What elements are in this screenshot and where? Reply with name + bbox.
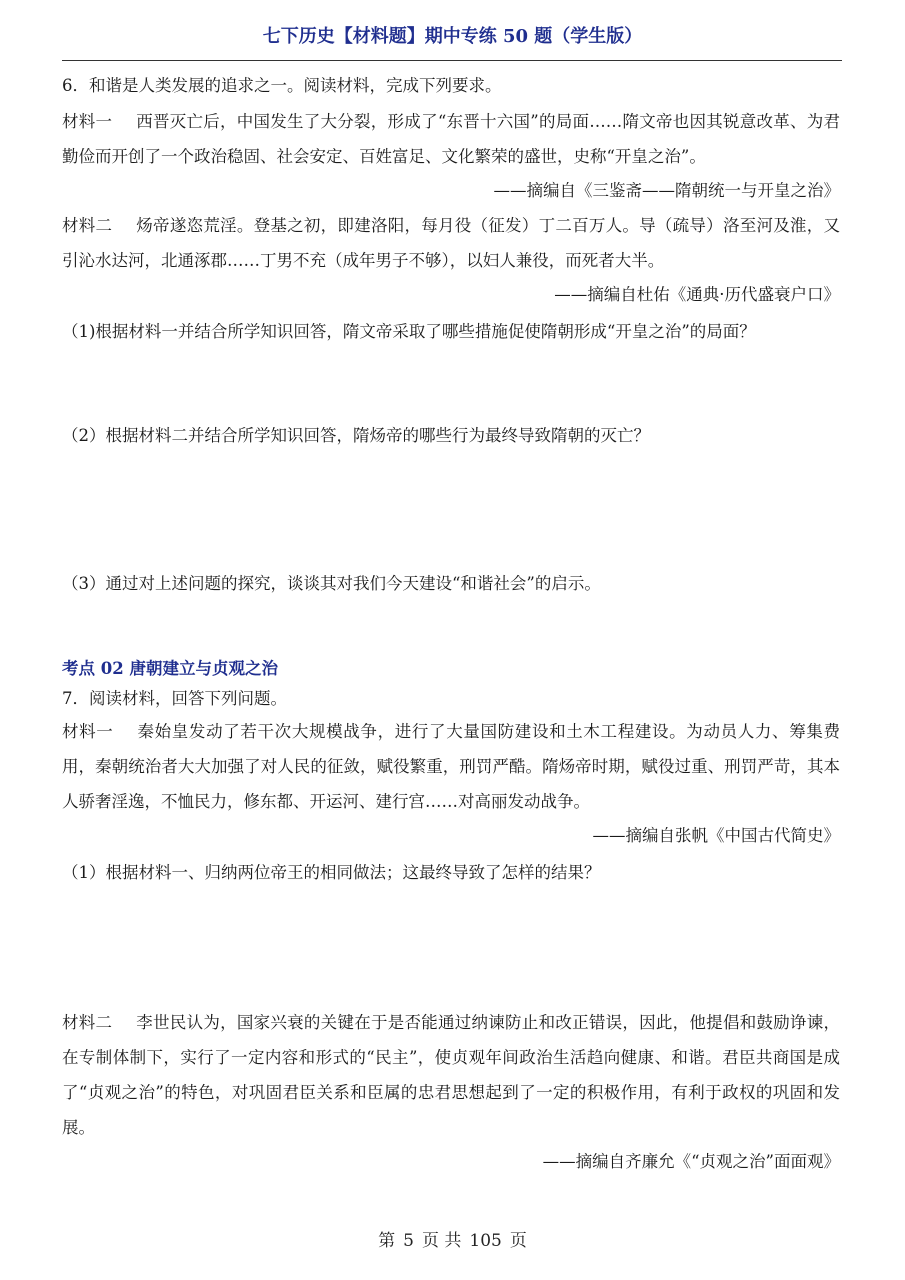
page-number: 5 [403, 1231, 414, 1251]
q6-material-1-source: ——摘编自《三鉴斋——隋朝统一与开皇之治》 [493, 181, 840, 200]
material-text: 李世民认为，国家兴衰的关键在于是否能通过纳谏防止和改正错误，因此，他提倡和鼓励诤谏，在专制体制下，实行了一定内容和形式的“民主”，使贞观年间政治生活趋向健康、和谐。君臣共商国是成了“贞观之治”的特色，对巩固君臣关系和臣属的忠君思想起到了一定的积极作用，有利于政权的巩固和发展。 [62, 1013, 841, 1137]
footer-prefix: 第 [378, 1231, 396, 1251]
page-footer [0, 1226, 905, 1251]
page-total: 105 [469, 1231, 502, 1251]
answer-space [62, 346, 840, 416]
q6-material-2-source: ——摘编自杜佑《通典·历代盛衰户口》 [554, 285, 840, 304]
material-text: 炀帝遂恣荒淫。登基之初，即建洛阳，每月役（征发）丁二百万人。导（疏导）洛至河及淮，又引沁水达河，北通涿郡……丁男不充（成年男子不够），以妇人兼役，而死者大半。 [62, 216, 841, 270]
question-7-title: 7．阅读材料，回答下列问题。 [62, 689, 287, 708]
q7-question-1: （1）根据材料一、归纳两位帝王的相同做法；这最终导致了怎样的结果？ [62, 863, 601, 882]
answer-space [62, 887, 840, 1005]
material-label: 材料二 [62, 1013, 113, 1032]
footer-middle: 页 共 [421, 1231, 462, 1251]
material-label: 材料二 [62, 216, 113, 235]
q6-question-1: （1)根据材料一并结合所学知识回答，隋文帝采取了哪些措施促使隋朝形成“开皇之治”的局面？ [62, 322, 756, 341]
answer-space [62, 450, 840, 564]
document-title: 七下历史【材料题】期中专练 50 题（学生版） [262, 26, 643, 47]
q7-material-1 [62, 714, 840, 819]
material-label: 材料一 [62, 112, 113, 131]
q6-question-2: （2）根据材料二并结合所学知识回答，隋炀帝的哪些行为最终导致隋朝的灭亡？ [62, 426, 650, 445]
material-label: 材料一 [62, 722, 114, 741]
q7-material-2 [62, 1005, 840, 1145]
section-heading: 考点 02 唐朝建立与贞观之治 [62, 659, 278, 678]
q7-material-1-source: ——摘编自张帆《中国古代简史》 [592, 826, 840, 845]
q6-material-1 [62, 104, 840, 174]
question-6-title: 6．和谐是人类发展的追求之一。阅读材料，完成下列要求。 [62, 76, 502, 95]
q6-question-3: （3）通过对上述问题的探究，谈谈其对我们今天建设“和谐社会”的启示。 [62, 574, 601, 593]
material-text: 西晋灭亡后，中国发生了大分裂，形成了“东晋十六国”的局面……隋文帝也因其锐意改革、为君勤俭而开创了一个政治稳固、社会安定、百姓富足、文化繁荣的盛世，史称“开皇之治”。 [62, 112, 841, 166]
document-body [62, 70, 840, 1179]
material-text: 秦始皇发动了若干次大规模战争，进行了大量国防建设和土木工程建设。为动员人力、筹集费用，秦朝统治者大大加强了对人民的征敛，赋役繁重，刑罚严酷。隋炀帝时期，赋役过重、刑罚严苛，其本人骄奢淫逸，不恤民力，修东都、开运河、建行宫……对高丽发动战争。 [62, 722, 841, 811]
q6-material-2 [62, 208, 840, 278]
q7-material-2-source: ——摘编自齐廉允《“贞观之治”面面观》 [542, 1152, 840, 1171]
header-divider [62, 60, 842, 61]
footer-suffix: 页 [509, 1231, 527, 1251]
